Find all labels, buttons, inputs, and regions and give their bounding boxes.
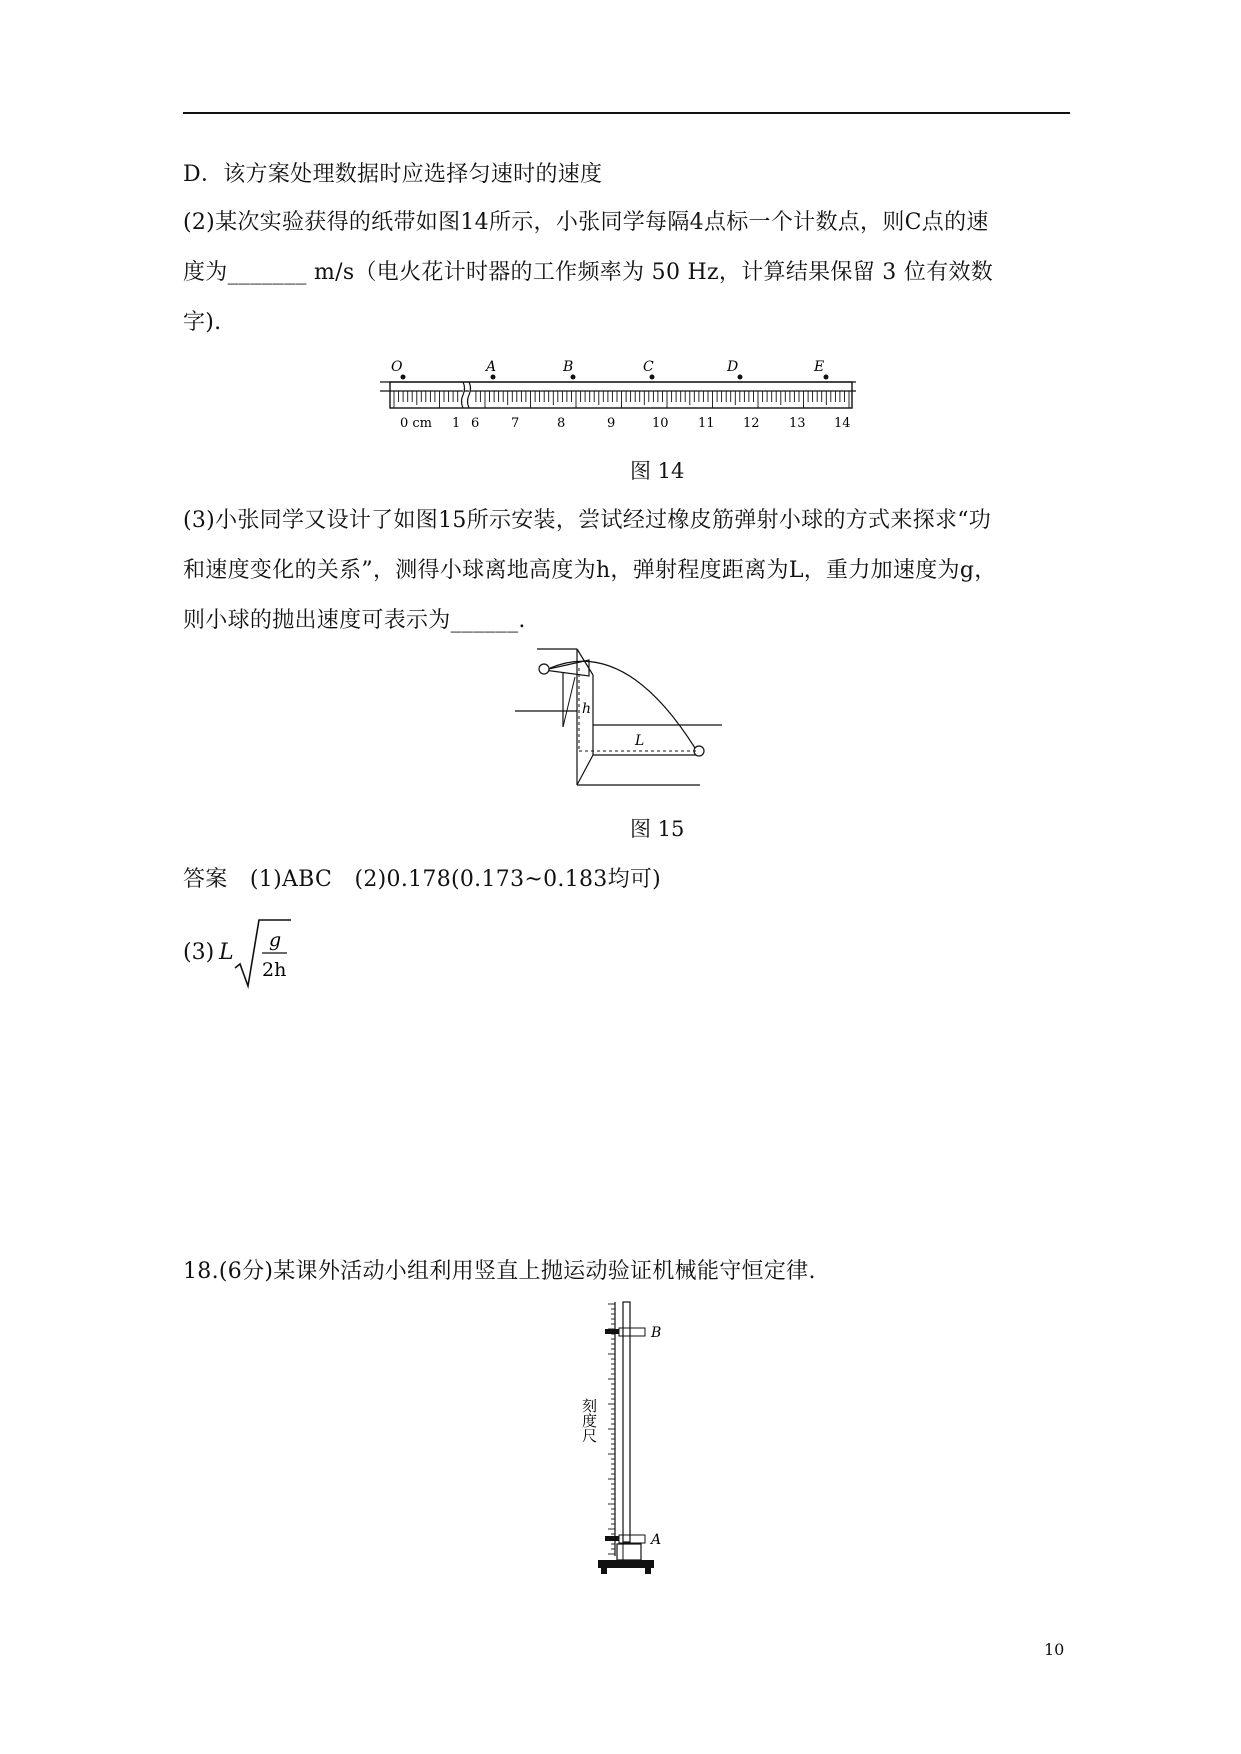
option-d-text: D．该方案处理数据时应选择匀速时的速度 <box>183 162 603 187</box>
tape-point-b <box>571 375 576 380</box>
tape-point-e <box>824 375 829 380</box>
ruler-label-13: 13 <box>789 416 806 431</box>
question-2-line-3: 字). <box>183 310 222 335</box>
question-3-line-3: 则小球的抛出速度可表示为______. <box>183 608 526 633</box>
scale-label: 刻度尺 <box>580 1398 598 1443</box>
ruler-label-7: 7 <box>511 416 520 431</box>
sqrt-radical <box>233 918 293 990</box>
height-label-h: h <box>582 701 592 717</box>
ruler-label-12: 12 <box>743 416 760 431</box>
tape-label-a: A <box>486 359 497 375</box>
tape-label-e: E <box>814 359 825 375</box>
gate-label-a: A <box>651 1532 662 1548</box>
ruler-label-0cm: 0 cm <box>400 416 433 431</box>
tape-label-o: O <box>391 359 403 375</box>
tube <box>623 1302 630 1542</box>
tape-label-d: D <box>727 359 739 375</box>
question-3-line-2: 和速度变化的关系”，测得小球离地高度为h，弹射程度距离为L，重力加速度为g， <box>183 558 997 583</box>
page-number: 10 <box>1044 1640 1065 1659</box>
ruler-label-8: 8 <box>557 416 566 431</box>
header-rule <box>183 112 1070 114</box>
tape-label-c: C <box>643 359 654 375</box>
ruler-label-9: 9 <box>607 416 616 431</box>
figure-15-caption: 图 15 <box>630 817 685 841</box>
answer-3-prefix: (3) <box>183 940 215 965</box>
ruler-label-11: 11 <box>698 416 715 431</box>
figure-16-scale <box>565 1298 685 1588</box>
tape-label-b: B <box>563 359 574 375</box>
tape-point-c <box>650 375 655 380</box>
ruler-label-1: 1 <box>452 416 461 431</box>
question-2-line-2: 度为_______ m/s（电火花计时器的工作频率为 50 Hz，计算结果保留 3 位有效数 <box>183 260 994 285</box>
figure-14-tape-ruler <box>380 355 860 435</box>
question-3-line-1: (3)小张同学又设计了如图15所示安装，尝试经过橡皮筋弹射小球的方式来探求“功 <box>183 508 992 533</box>
fraction-numerator: g <box>269 929 282 951</box>
figure-14-caption: 图 14 <box>630 459 685 483</box>
ball-start <box>539 664 549 674</box>
fraction-denominator: 2h <box>262 959 287 981</box>
question-18-text: 18.(6分)某课外活动小组利用竖直上抛运动验证机械能守恒定律. <box>183 1259 816 1284</box>
answer-line: 答案 (1)ABC (2)0.178(0.173~0.183均可) <box>183 867 662 892</box>
ruler-label-10: 10 <box>652 416 669 431</box>
figure-15-launcher <box>515 645 730 795</box>
tape-point-a <box>491 375 496 380</box>
question-2-line-1: (2)某次实验获得的纸带如图14所示，小张同学每隔4点标一个计数点，则C点的速 <box>183 210 989 235</box>
gate-label-b: B <box>651 1325 662 1341</box>
ruler-label-14: 14 <box>834 416 851 431</box>
ruler-label-6: 6 <box>471 416 480 431</box>
tape-point-d <box>738 375 743 380</box>
tape-point-o <box>401 375 406 380</box>
answer-3-var: L <box>219 940 234 965</box>
distance-label-l: L <box>635 733 645 749</box>
scale-ticks <box>608 1304 615 1554</box>
